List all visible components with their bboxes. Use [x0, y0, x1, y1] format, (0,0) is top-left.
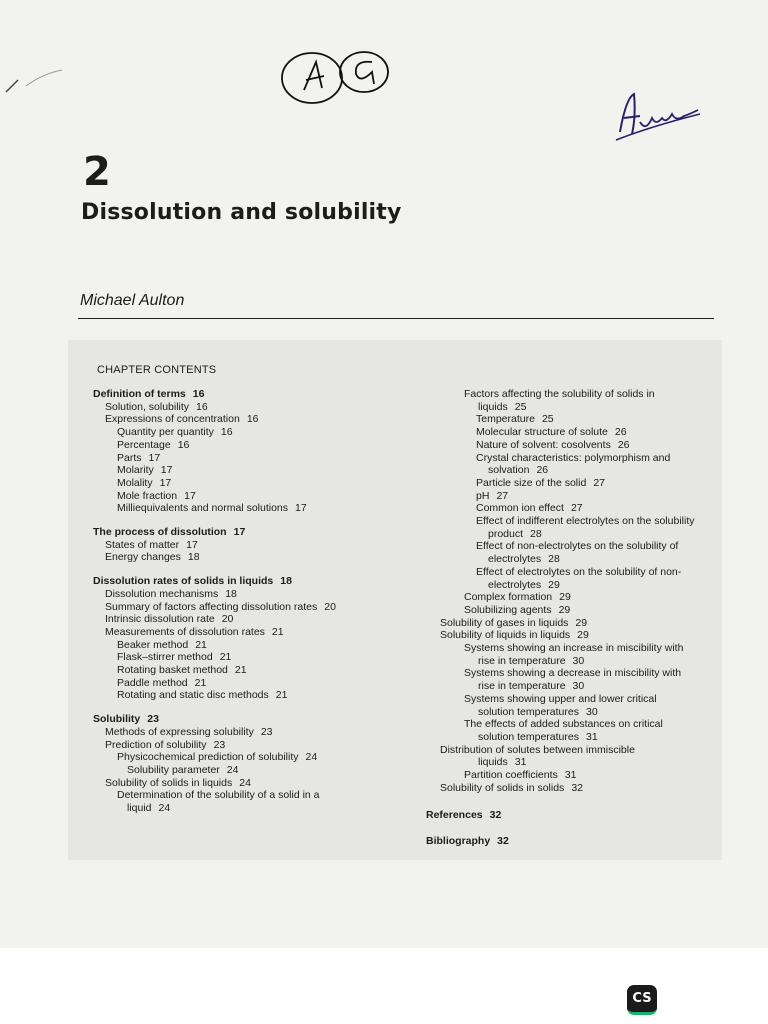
toc-entry-title: Systems showing a decrease in miscibility with [464, 667, 682, 680]
toc-entry-title: Particle size of the solid [476, 476, 587, 489]
toc-entry-page: 30 [585, 705, 598, 718]
toc-entry-title: The process of dissolution [93, 526, 227, 539]
toc-entry-page: 23 [213, 738, 226, 751]
toc-entry-title: Expressions of concentration [105, 413, 240, 426]
toc-entry [426, 667, 716, 680]
toc-entry [93, 613, 383, 626]
toc-entry-page: 26 [617, 438, 630, 451]
toc-entry-title: Energy changes [105, 551, 181, 564]
chapter-number: 2 [83, 149, 111, 195]
toc-entry [93, 526, 383, 539]
signature-icon [612, 88, 704, 146]
toc-entry-title: Beaker method [117, 638, 189, 651]
toc-entry [93, 588, 383, 601]
toc-entry [93, 651, 383, 664]
toc-entry-page: 23 [147, 713, 159, 726]
toc-entry-page: 31 [585, 730, 598, 743]
toc-entry-title: electrolytes [488, 553, 542, 566]
title-rule [78, 318, 714, 319]
toc-entry [93, 490, 383, 503]
toc-entry [426, 413, 716, 426]
toc-entry-page: 21 [194, 676, 207, 689]
toc-entry-title: Definition of terms [93, 388, 186, 400]
toc-entry-page: 25 [514, 400, 527, 413]
toc-entry-page: 29 [575, 616, 588, 629]
toc-entry-title: Parts [117, 451, 142, 464]
contents-heading: CHAPTER CONTENTS [97, 364, 217, 376]
toc-entry [426, 680, 716, 693]
toc-entry-title: Crystal characteristics: polymorphism and [476, 451, 671, 464]
toc-entry-page: 32 [497, 835, 509, 848]
scan-pen-mark [2, 58, 72, 98]
toc-entry [93, 539, 383, 552]
toc-entry-page: 28 [530, 527, 542, 540]
toc-entry-title: Distribution of solutes between immiscible [440, 743, 635, 756]
toc-entry-title: Intrinsic dissolution rate [105, 613, 215, 626]
toc-spacer [93, 564, 383, 575]
toc-entry-title: Molecular structure of solute [476, 426, 608, 439]
toc-entry-title: Milliequivalents and normal solutions [117, 502, 289, 515]
toc-entry-title: States of matter [105, 538, 180, 551]
toc-entry-page: 30 [572, 680, 585, 693]
camscanner-logo-icon: CS [627, 985, 657, 1015]
toc-left-column [93, 388, 383, 815]
toc-entry [426, 629, 716, 642]
chapter-title: Dissolution and solubility [81, 200, 402, 225]
toc-entry-page: 29 [559, 591, 571, 604]
toc-entry-page: 21 [219, 651, 232, 664]
toc-entry [426, 642, 716, 655]
toc-entry [93, 401, 383, 414]
toc-entry [93, 726, 383, 739]
toc-entry [93, 551, 383, 564]
toc-entry [93, 789, 383, 802]
toc-entry-title: The effects of added substances on critical [464, 718, 663, 731]
toc-entry-title: Rotating and static disc methods [117, 689, 269, 702]
toc-entry [93, 426, 383, 439]
toc-entry-page: 16 [246, 413, 259, 426]
toc-entry [426, 540, 716, 553]
toc-entry [426, 502, 716, 515]
toc-entry [93, 751, 383, 764]
toc-entry-page: 27 [593, 476, 605, 489]
toc-entry [426, 655, 716, 668]
toc-entry [93, 802, 383, 815]
toc-entry-title: solution temperatures [478, 730, 579, 743]
toc-spacer [93, 702, 383, 713]
toc-entry [426, 388, 716, 401]
toc-entry [93, 739, 383, 752]
toc-entry-page: 24 [158, 802, 171, 815]
toc-entry-page: 24 [305, 751, 318, 764]
toc-entry [426, 452, 716, 465]
toc-entry-title: Factors affecting the solubility of solids in [464, 388, 655, 400]
toc-entry-title: Dissolution rates of solids in liquids [93, 575, 274, 588]
toc-entry [93, 464, 383, 477]
toc-entry-title: Temperature [476, 413, 535, 426]
toc-entry-page: 21 [271, 625, 284, 638]
toc-entry-title: Physicochemical prediction of solubility [117, 751, 299, 764]
toc-entry [93, 689, 383, 702]
toc-entry [93, 502, 383, 515]
toc-entry-title: Solubility of solids in solids [440, 781, 565, 794]
toc-entry-page: 27 [496, 489, 509, 502]
toc-entry-title: Complex formation [464, 591, 553, 604]
toc-entry [93, 664, 383, 677]
toc-entry-page: 31 [514, 756, 527, 769]
toc-entry-page: 29 [577, 629, 589, 642]
toc-entry-title: rise in temperature [478, 680, 566, 693]
toc-entry-title: Rotating basket method [117, 664, 228, 677]
toc-entry-title: Measurements of dissolution rates [105, 625, 265, 638]
toc-entry-page: 16 [220, 426, 233, 439]
toc-entry-page: 24 [226, 763, 239, 776]
chapter-author: Michael Aulton [80, 292, 185, 309]
toc-entry [426, 490, 716, 503]
toc-entry-page: 29 [558, 603, 571, 616]
toc-entry-page: 16 [177, 438, 190, 451]
toc-entry-title: electrolytes [488, 578, 542, 591]
toc-right-column [426, 388, 716, 848]
toc-entry [93, 626, 383, 639]
toc-entry-title: Solubilizing agents [464, 603, 552, 616]
toc-entry [93, 677, 383, 690]
toc-entry-page: 17 [160, 464, 173, 477]
toc-entry-page: 17 [186, 538, 198, 551]
toc-entry-title: Effect of electrolytes on the solubility of non- [476, 565, 682, 578]
toc-entry-page: 20 [221, 613, 234, 626]
toc-entry-page: 17 [159, 476, 172, 489]
toc-entry [93, 575, 383, 588]
toc-entry-title: liquid [127, 802, 152, 815]
toc-entry-title: Solution, solubility [105, 400, 190, 413]
toc-entry [426, 515, 716, 528]
toc-entry-title: pH [476, 489, 490, 502]
toc-entry [426, 617, 716, 630]
toc-entry-page: 21 [234, 664, 247, 677]
toc-entry-title: Mole fraction [117, 489, 178, 502]
toc-entry-title: liquids [478, 400, 508, 413]
toc-entry-page: 18 [187, 551, 200, 564]
toc-entry [426, 744, 716, 757]
toc-entry-title: Solubility of gases in liquids [440, 616, 569, 629]
toc-entry [93, 601, 383, 614]
toc-entry [426, 579, 716, 592]
toc-entry [93, 777, 383, 790]
toc-entry-title: Molarity [117, 464, 154, 477]
toc-entry-title: Solubility of liquids in liquids [440, 629, 571, 642]
toc-entry-title: solution temperatures [478, 705, 579, 718]
toc-entry-title: Solubility of solids in liquids [105, 776, 233, 789]
toc-entry-page: 17 [233, 526, 246, 539]
toc-entry-title: Methods of expressing solubility [105, 725, 254, 738]
toc-entry-page: 16 [192, 388, 205, 400]
toc-entry-page: 21 [195, 638, 207, 651]
toc-entry [426, 439, 716, 452]
toc-entry [426, 731, 716, 744]
toc-entry [426, 756, 716, 769]
toc-spacer [426, 795, 716, 809]
toc-entry [93, 764, 383, 777]
toc-spacer [93, 515, 383, 526]
toc-entry-page: 29 [548, 578, 560, 591]
toc-entry [426, 809, 716, 822]
toc-entry-title: Quantity per quantity [117, 426, 214, 439]
toc-entry [426, 566, 716, 579]
toc-entry-title: Systems showing upper and lower critical [464, 692, 657, 705]
toc-entry [93, 388, 383, 401]
toc-entry [426, 553, 716, 566]
toc-entry [426, 477, 716, 490]
toc-entry [426, 401, 716, 414]
toc-spacer [426, 821, 716, 835]
toc-entry-page: 26 [614, 426, 627, 439]
toc-entry-page: 31 [564, 769, 577, 782]
toc-entry [426, 835, 716, 848]
toc-entry-page: 16 [196, 400, 208, 413]
toc-entry-title: Bibliography [426, 835, 491, 848]
toc-entry-page: 18 [225, 587, 237, 600]
toc-entry-title: Common ion effect [476, 502, 564, 515]
toc-entry-page: 26 [536, 464, 549, 477]
toc-entry [93, 413, 383, 426]
toc-entry-title: Effect of non-electrolytes on the solubility of [476, 540, 679, 553]
toc-entry-title: liquids [478, 756, 508, 769]
toc-entry [93, 713, 383, 726]
toc-entry-title: Solubility parameter [127, 763, 220, 776]
toc-entry-title: Dissolution mechanisms [105, 587, 219, 600]
toc-entry-title: Paddle method [117, 676, 188, 689]
toc-entry [426, 769, 716, 782]
toc-entry [426, 782, 716, 795]
toc-entry-title: Prediction of solubility [105, 738, 207, 751]
toc-entry-title: Nature of solvent: cosolvents [476, 438, 611, 451]
toc-entry-page: 23 [260, 725, 273, 738]
toc-entry [426, 693, 716, 706]
toc-entry-page: 25 [541, 413, 554, 426]
toc-entry [426, 706, 716, 719]
toc-entry-title: rise in temperature [478, 654, 566, 667]
toc-entry-page: 17 [148, 451, 161, 464]
toc-entry-title: Systems showing an increase in miscibility with [464, 642, 684, 655]
toc-entry-page: 30 [572, 654, 585, 667]
toc-entry-title: Percentage [117, 438, 171, 451]
toc-entry-page: 32 [571, 781, 583, 794]
toc-entry [426, 464, 716, 477]
toc-entry [93, 639, 383, 652]
toc-entry-title: Summary of factors affecting dissolution rates [105, 600, 318, 613]
toc-entry [426, 426, 716, 439]
toc-entry-title: product [488, 527, 524, 540]
toc-entry-page: 17 [295, 502, 307, 515]
toc-entry-page: 21 [275, 689, 288, 702]
toc-entry [426, 591, 716, 604]
toc-entry-page: 17 [184, 489, 196, 502]
toc-entry [93, 477, 383, 490]
toc-entry-title: Molality [117, 476, 153, 489]
toc-entry-title: References [426, 808, 483, 821]
toc-entry-page: 32 [489, 808, 502, 821]
toc-entry-page: 18 [280, 575, 292, 588]
toc-entry [93, 452, 383, 465]
toc-entry-page: 27 [570, 502, 583, 515]
toc-entry-page: 24 [239, 776, 251, 789]
toc-entry [426, 528, 716, 541]
toc-entry-page: 28 [548, 553, 560, 566]
toc-entry-title: Partition coefficients [464, 769, 558, 782]
toc-entry-title: Flask–stirrer method [117, 651, 213, 664]
toc-entry [426, 604, 716, 617]
toc-entry-title: Solubility [93, 713, 141, 726]
toc-entry [426, 718, 716, 731]
handwritten-circled-marks-icon [280, 50, 394, 108]
toc-entry-title: Effect of indifferent electrolytes on the solubility [476, 515, 695, 528]
toc-entry-title: solvation [488, 464, 530, 477]
toc-entry-title: Determination of the solubility of a solid in a [117, 789, 320, 802]
toc-entry-page: 20 [324, 600, 336, 613]
toc-entry [93, 439, 383, 452]
